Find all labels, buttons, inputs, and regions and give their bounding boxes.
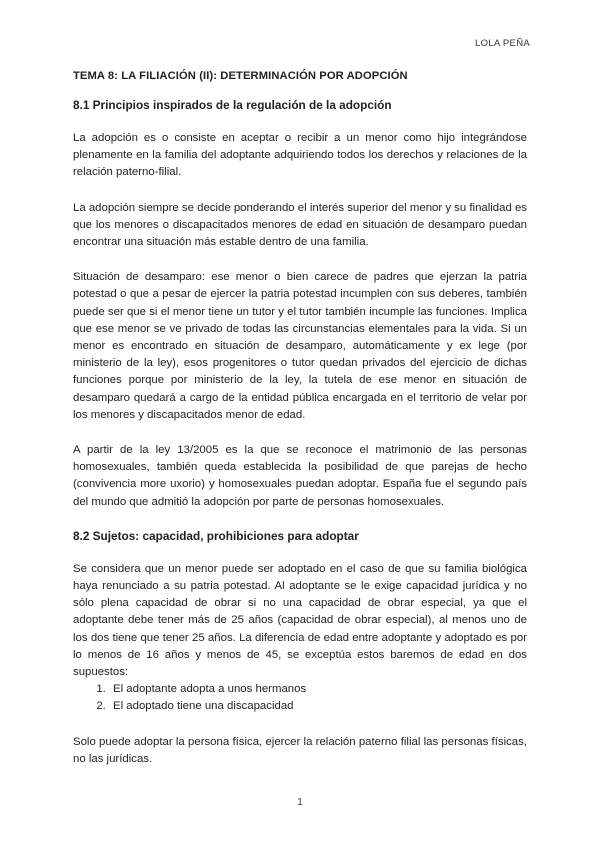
paragraph-ley-13-2005: A partir de la ley 13/2005 es la que se reconoce el matrimonio de las personas homosexuales, también queda establecida la posibilidad de que parejas de hecho (convivencia more uxorio) y homosexuales puedan adoptar. España fue el segundo país del mundo que admitió la adopción por parte de personas homosexuales. [73, 444, 527, 508]
exceptions-list [73, 681, 527, 715]
section-heading-8-1: 8.1 Principios inspirados de la regulación de la adopción [73, 98, 392, 112]
section-heading-8-2: 8.2 Sujetos: capacidad, prohibiciones para adoptar [73, 528, 359, 543]
paragraph-interes-superior: La adopción siempre se decide ponderando el interés superior del menor y su finalidad es que los menores o discapacitados menores de edad en situación de desamparo puedan encontrar una situación más estable dentro de una familia. [73, 201, 528, 249]
paragraph-sujetos-capacidad: Se considera que un menor puede ser adoptado en el caso de que su familia biológica haya renunciado a su patria potestad. Al adoptante se le exige capacidad jurídica y no sólo plena capacidad de obrar si no una capacidad de obrar especial, ya que el adoptante debe tener más de 25 años (capacidad de obrar especial), al menos uno de los dos tiene que tener 25 años. La diferencia de edad entre adoptante y adoptado es por lo menos de 16 años y menos de 45, se exceptúa estos baremos de edad en dos supuestos: [73, 562, 527, 679]
page-content [73, 70, 527, 786]
paragraph-adopcion-definicion: La adopción es o consiste en aceptar o recibir a un menor como hijo integrándose plenamente en la familia del adoptante adquiriendo todos los derechos y relaciones de la relación paterno-filial. [73, 132, 527, 179]
paragraph-persona-fisica: Solo puede adoptar la persona física, ejercer la relación paterno filial las personas físicas, no las jurídicas. [73, 735, 527, 765]
running-header-author: LOLA PEÑA [475, 38, 530, 49]
page-number: 1 [297, 797, 303, 808]
document-title: TEMA 8: LA FILIACIÓN (II): DETERMINACIÓN POR ADOPCIÓN [73, 70, 408, 82]
list-item: 2. El adoptado tiene una discapacidad [109, 698, 527, 715]
paragraph-situacion-desamparo: Situación de desamparo: ese menor o bien carece de padres que ejerzan la patria potestad o que a pesar de ejercer la patria potestad incumplen con sus deberes, también puede ser que si el menor tiene un tutor y el tutor también incumple las funciones. Implica que ese menor se ve privado de todas las circunstancias elementales para la vida. Si un menor es encontrado en situación de desamparo, automáticamente y ex lege (por ministerio de la ley), esos progenitores o tutor quedan privados del ejercicio de dichas funciones porque por ministerio de la ley, la tutela de ese menor en situación de desamparo quedará a cargo de la entidad pública encargada en el territorio de velar por los menores y discapacitados menor de edad. [73, 271, 527, 421]
list-item: 1. El adoptante adopta a unos hermanos [109, 681, 527, 698]
